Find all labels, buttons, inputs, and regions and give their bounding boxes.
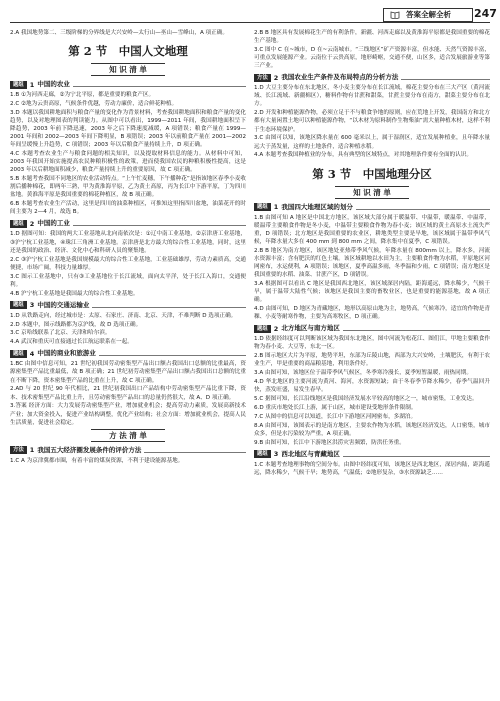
topic-tag: 方法 <box>10 446 27 454</box>
page-header <box>0 0 500 26</box>
section3-list-title <box>254 186 490 199</box>
header-label: 答案全解全析 <box>406 10 451 19</box>
answer-paragraph: 3.C 由图可以知，该地区降水量在 600 毫米以上，属于湿润区，适宜发展种植业，且年降水量远大于蒸发量，这样的土地条件，适合种植水稻。 <box>254 135 490 150</box>
topic-number: 1 <box>29 80 35 89</box>
answer-paragraph: 1.D 依据经纬度可以判断该区域为我国东北地区，图中河流为松花江、图们江，甲地主要粮食作物为春小麦、大豆等，东北一区。 <box>254 336 490 351</box>
answer-paragraph: 4.A 武汉和重庆可直接通过长江航运联系在一起。 <box>10 339 133 346</box>
topic-title: 我国五大经济圈发展条件的评价方法 <box>37 445 142 454</box>
topic-rule <box>99 351 246 356</box>
section-title: 第 2 节 中国人文地理 <box>68 44 188 59</box>
answer-paragraph: 4.B 沪宁杭工业基地是我国最大的综合性工业基地。 <box>10 290 139 297</box>
answer-paragraph: 4.D 华北地区的主要河流为黄河、海河，水资源短缺；由于冬春季节降水稀少，春季气温回升快，蒸发旺盛，易发生春旱。 <box>254 378 490 394</box>
topic-title: 中国的商业和旅游业 <box>37 349 96 358</box>
answer-paragraph: 3.A 由图可知，该地区位于温带季风气候区，冬季寒冷漫长，夏季短暂温暖，雨热同期。 <box>254 370 472 377</box>
section2-topics <box>10 80 246 427</box>
answer-paragraph: 2.A 我国地势第二、三级阶梯的分界线是大兴安岭—太行山—巫山—雪峰山，A 项正确。 <box>10 30 228 36</box>
topic-number: 2 <box>273 73 279 82</box>
topic-header <box>254 73 490 82</box>
list-title-text: 知 识 清 单 <box>91 63 165 76</box>
topic-title: 北方地区与南方地区 <box>281 324 340 333</box>
answer-paragraph: 3.C 图中 C 在~城市，D 在~云南城市。“三线地区”矿产资源丰富，但水能、天然气资源丰富，可重点发展能源产业。云南位于云贵高原，地形崎岖，交通不便，山区多，适合发展旅游业等第三产业。 <box>254 46 490 70</box>
page-number: 247 <box>474 7 497 20</box>
answer-paragraph: 2.C ②地为云贵高原，气候条件优越，劳动力廉价，适合鲜花种植。 <box>10 100 178 107</box>
method-topics <box>10 446 246 465</box>
answer-paragraph: 9.B 由图可知，长江中下游地区洪涝灾害频繁，防洪任务重。 <box>254 439 405 446</box>
topic-rule <box>73 221 246 226</box>
answer-paragraph: 2.C ③沪宁杭工业基地是我国规模最大的综合性工业基地，工业基础雄厚，劳动力素质高，交通便捷，市场广阔，科技力量雄厚。 <box>10 256 246 271</box>
topic-rule <box>92 303 246 308</box>
topic-header <box>10 446 246 455</box>
method-list-title <box>10 429 246 442</box>
answer-paragraph: 1.BC 由图中信息可知，21 世纪初我国劳动密集型产品出口额占我国出口总额的比重最高，资源密集型产品比重最低，故 B 项正确；21 世纪初劳动密集型产品出口额占我国出口总额的比重在不断下降，资本密集型产品的比重在上升，故 C 项正确。 <box>10 361 246 384</box>
topic-title: 我国四大地理区域的划分 <box>281 202 353 211</box>
topic-header <box>10 80 246 89</box>
answer-paragraph: 4.A 本题考查我国种植业的分布，具有典型的区域特点，对其地理条件要有全面的认识。 <box>254 152 472 159</box>
answer-paragraph: 2.D 本题中，图示线路都为京沪线，故 D 选项正确。 <box>10 321 142 328</box>
topic-tag: 题组 <box>254 203 271 211</box>
answer-paragraph: 2.B B 地区具有发展棉花生产的有利条件，新疆、河西走廊以及黄淮海平原都是我国重要的棉花生产基地。 <box>254 30 490 45</box>
answer-paragraph: 2.B B 地区为南方地区，该区地处亚热带季风气候，年降水量在 800mm 以上，降水多，河流水资源丰富；含有肥沃的红色土壤。该区域耕地以水田为主，主要粮食作物为水稻，平原地区河网密布，水运便利，A 项错误；该地区，夏季高温多雨，冬季温和少雨，C 项错误；南方地区是我国重要的水稻、油菜、甘蔗产区，D 项错误。 <box>254 247 490 278</box>
list-title <box>10 63 246 76</box>
topic-title: 我国农业生产条件及布局特点的分析方法 <box>281 73 399 82</box>
topic-rule <box>73 82 246 87</box>
topic-tag: 题组 <box>10 301 27 309</box>
section3-title: 第 3 节 中国地理分区 <box>312 166 432 181</box>
answer-paragraph: 3.答案 经济方面：大力发展劳动密集型产业，增加就业机会；提高劳动力素质，发展高新技术产业；加大资金投入，促进产业结构调整，优化产业结构；社会方面：增加就业机会，提高人民生活质量，促进社会稳定。 <box>10 403 246 426</box>
topic-rule <box>401 75 490 80</box>
answer-paragraph: 3.A 根据图可以看出 C 地区是我国西北地区，该区域深居内陆，距海遥远，降水稀少，气候干旱，属于温带大陆性气候；该地区是我国主要的畜牧业区，也是重要的能源基地，故 A 项正确。 <box>254 280 490 304</box>
left-column <box>10 29 246 697</box>
topic-number: 3 <box>273 450 279 459</box>
topic-title: 西北地区与青藏地区 <box>281 449 340 458</box>
answer-paragraph: 2.D 开发和种植能源作物，必须立足于不与粮食争地的原则，应在荒地上开发，我国南方和北方都有大量闲置土地可以种植能源作物，“以木材为原料制作生物柴油”需大量种植木材，这样不利于生态环境保护。 <box>254 110 490 133</box>
topic-number: 3 <box>29 301 35 310</box>
answer-paragraph: 7.C 从图中的信息可以知道，长江中下游地区河网密布，多湖泊。 <box>254 413 417 420</box>
topic-rule <box>343 452 490 457</box>
left-top-paras <box>10 29 246 37</box>
topic-title: 中国的工业 <box>37 219 70 228</box>
topic-tag: 题组 <box>10 220 27 228</box>
topic-title: 中国的农业 <box>37 80 70 89</box>
topic-tag: 方法 <box>254 74 271 82</box>
answer-paragraph: 1.D 据图可知：我国的两大工业基地从北向南依次是：①辽中南工业基地，②京津唐工业基地，③沪宁杭工业基地，④珠江三角洲工业基地。京津唐是北方最大的综合性工业基地，同时，这里还是我国的政治、经济、文化中心和科研人员的聚集地。 <box>10 231 246 254</box>
answer-paragraph: 2.AD 与 20 世纪 90 年代相比，21 世纪初我国出口产品结构中劳动密集型产品比重下降，资本、技术密集型产品比重上升，且劳动密集型产品出口的总量仍然很大，故 A、D 项正确。 <box>10 386 246 401</box>
method-list-title-text: 方 法 清 单 <box>91 429 165 442</box>
answer-paragraph: 1.D 从铁路走向，经过城市是：太原、石家庄、济南、北京、天津，不难判断 D 选项正确。 <box>10 312 237 319</box>
answer-paragraph: 3.D 本题以我国耕地面积与粮食产量的变化作为背景材料，考查我国耕地面积和粮食产量的变化趋势，以及对地理图表的判读能力。从图中可以看出，1999—2011 年间，我国耕地面积呈下降趋势，2003 年前下降迅速，2003 年之后下降速度减缓，A 项错误；粮食产量在 1999—2001 年间和 2002—2003 年间下降明显，B 项错误；2003 年以前粮食产量在 2001—2002 年间呈缓慢上升趋势，C 项错误；2003 年以后粮食产量持续上升，D 项正确。 <box>10 109 246 149</box>
section3-list-title-text: 知 识 清 单 <box>335 186 409 199</box>
right-method-topic <box>254 73 490 159</box>
topic-tag: 题组 <box>10 350 27 358</box>
topic-number: 4 <box>29 349 35 358</box>
book-icon <box>390 11 400 19</box>
topic-tag: 题组 <box>254 450 271 458</box>
answer-paragraph: 1.C A 为京津冀都市圈，有着丰富的煤炭资源，不利于建设能源基地。 <box>10 457 184 464</box>
topic-number: 1 <box>273 202 279 211</box>
right-top-paras <box>254 29 490 70</box>
topic-header <box>254 203 490 212</box>
answer-paragraph: 3.C 图示工业基地中，只有③工业基地位于长江流域，面向太平洋，处于长江入海口，交通便利。 <box>10 273 246 288</box>
answer-paragraph: 6.B 本题考查农业生产活动，这里是四川的油菜种植区，可推知这里指四川盆地，油菜花开的时间主要为 2—4 月，故选 B。 <box>10 201 246 216</box>
topic-rule <box>343 326 490 331</box>
topic-header <box>10 219 246 228</box>
right-column <box>254 29 490 697</box>
answer-paragraph: 1.D 大豆主要分布在东北地区，冬小麦主要分布在长江流域，棉花主要分布在三大产区（黄河流域、长江流域、新疆棉区），糖料作物有甘蔗和甜菜，甘蔗主要分布在南方，甜菜主要分布在北方。 <box>254 85 490 108</box>
topic-rule <box>144 448 246 453</box>
answer-paragraph: 1.B ①为河西走廊，②为宁北平原，都是重要的粮食产区。 <box>10 92 155 99</box>
topic-header <box>254 324 490 333</box>
topic-header <box>10 301 246 310</box>
answer-paragraph: 4.D 由图可知，D 地区为青藏地区，地形以高原山地为主，地势高，气候寒冷，适宜的作物是青稞、小麦等耐寒作物，主要为高寒牧区，D 项正确。 <box>254 305 490 321</box>
answer-paragraph: 5.B 本题考查我国不同地区的农业活动特点。“上午忙麦穗，下午播种花”是指该地区春季小麦收割后播种棉花，即两年三熟，甲为黄淮海平原，乙为黄土高原，丙为长江中下游平原，丁为四川盆地。黄淮海平原是我国重要的棉花种植区，故 B 项正确。 <box>10 176 246 199</box>
topic-number: 2 <box>273 324 279 333</box>
topic-number: 1 <box>29 446 35 455</box>
section3-topics <box>254 203 490 477</box>
topic-number: 2 <box>29 219 35 228</box>
answer-paragraph: 3.C 京哈线联系了北京、天津和哈尔滨。 <box>10 330 111 337</box>
topic-title: 中国的交通运输业 <box>37 300 90 309</box>
topic-header <box>254 450 490 459</box>
answer-paragraph: 1.B 由图可知 A 地区是中国北方地区，该区域大部分属于暖温带、中温带，暖温带、中温带，暖温带主要粮食作物是冬小麦，中温带主要粮食作物为春小麦；该区域的黄土高原水土流失严重，D 项错误；北方地区是我国重要的农业区，耕地类型主要是旱地，该区域属于温带季风气候，年降水量大多在 400 mm 到 800 mm 之间，降水集中在夏季，C 项错误。 <box>254 214 490 245</box>
answer-paragraph: 6.D 重庆市地处长江上游，属于山区，城市建设受地形条件限制。 <box>254 404 417 411</box>
topic-rule <box>356 205 490 210</box>
topic-header <box>10 349 246 358</box>
topic-tag: 题组 <box>254 325 271 333</box>
topic-tag: 题组 <box>10 81 27 89</box>
header-rule <box>10 22 490 23</box>
answer-paragraph: 5.C 据图可知，长江沿线地区是我国经济发展水平较高的地区之一，城市密集，工业发达。 <box>254 395 478 402</box>
answer-paragraph: 8.A 由图可知，该图表示的是南方地区，主要农作物为水稻，该地区经济发达，人口密集，城市众多，但是水污染较为严重，A 项正确。 <box>254 422 490 437</box>
answer-paragraph: 4.C 本题考查农业生产与粮食问题的相关知识，以及提取材料信息的能力。从材料中可知，2003 年我国开始实施提高农民种粮积极性的政策，进而使我国农民的种粮积极性提高，这是 2003 年以后耕地面积减少，粮食产量持续上升的重要原因，故 C 项正确。 <box>10 151 246 174</box>
answer-paragraph: 2.B 图示地区大片为平原，地势平坦，东部为丘陵山地，西部为大兴安岭，土壤肥沃，有利于农业生产，甲是重要的商品粮基地，利用条件好。 <box>254 353 490 368</box>
answer-paragraph: 1.C 本题考查地理事物的空间分布。由图中经纬度可知，该地区是西北地区，深居内陆，距海遥远，降水稀少，气候干旱；地势高，气温低；②地形复杂，③水资源缺乏…… <box>254 461 490 476</box>
